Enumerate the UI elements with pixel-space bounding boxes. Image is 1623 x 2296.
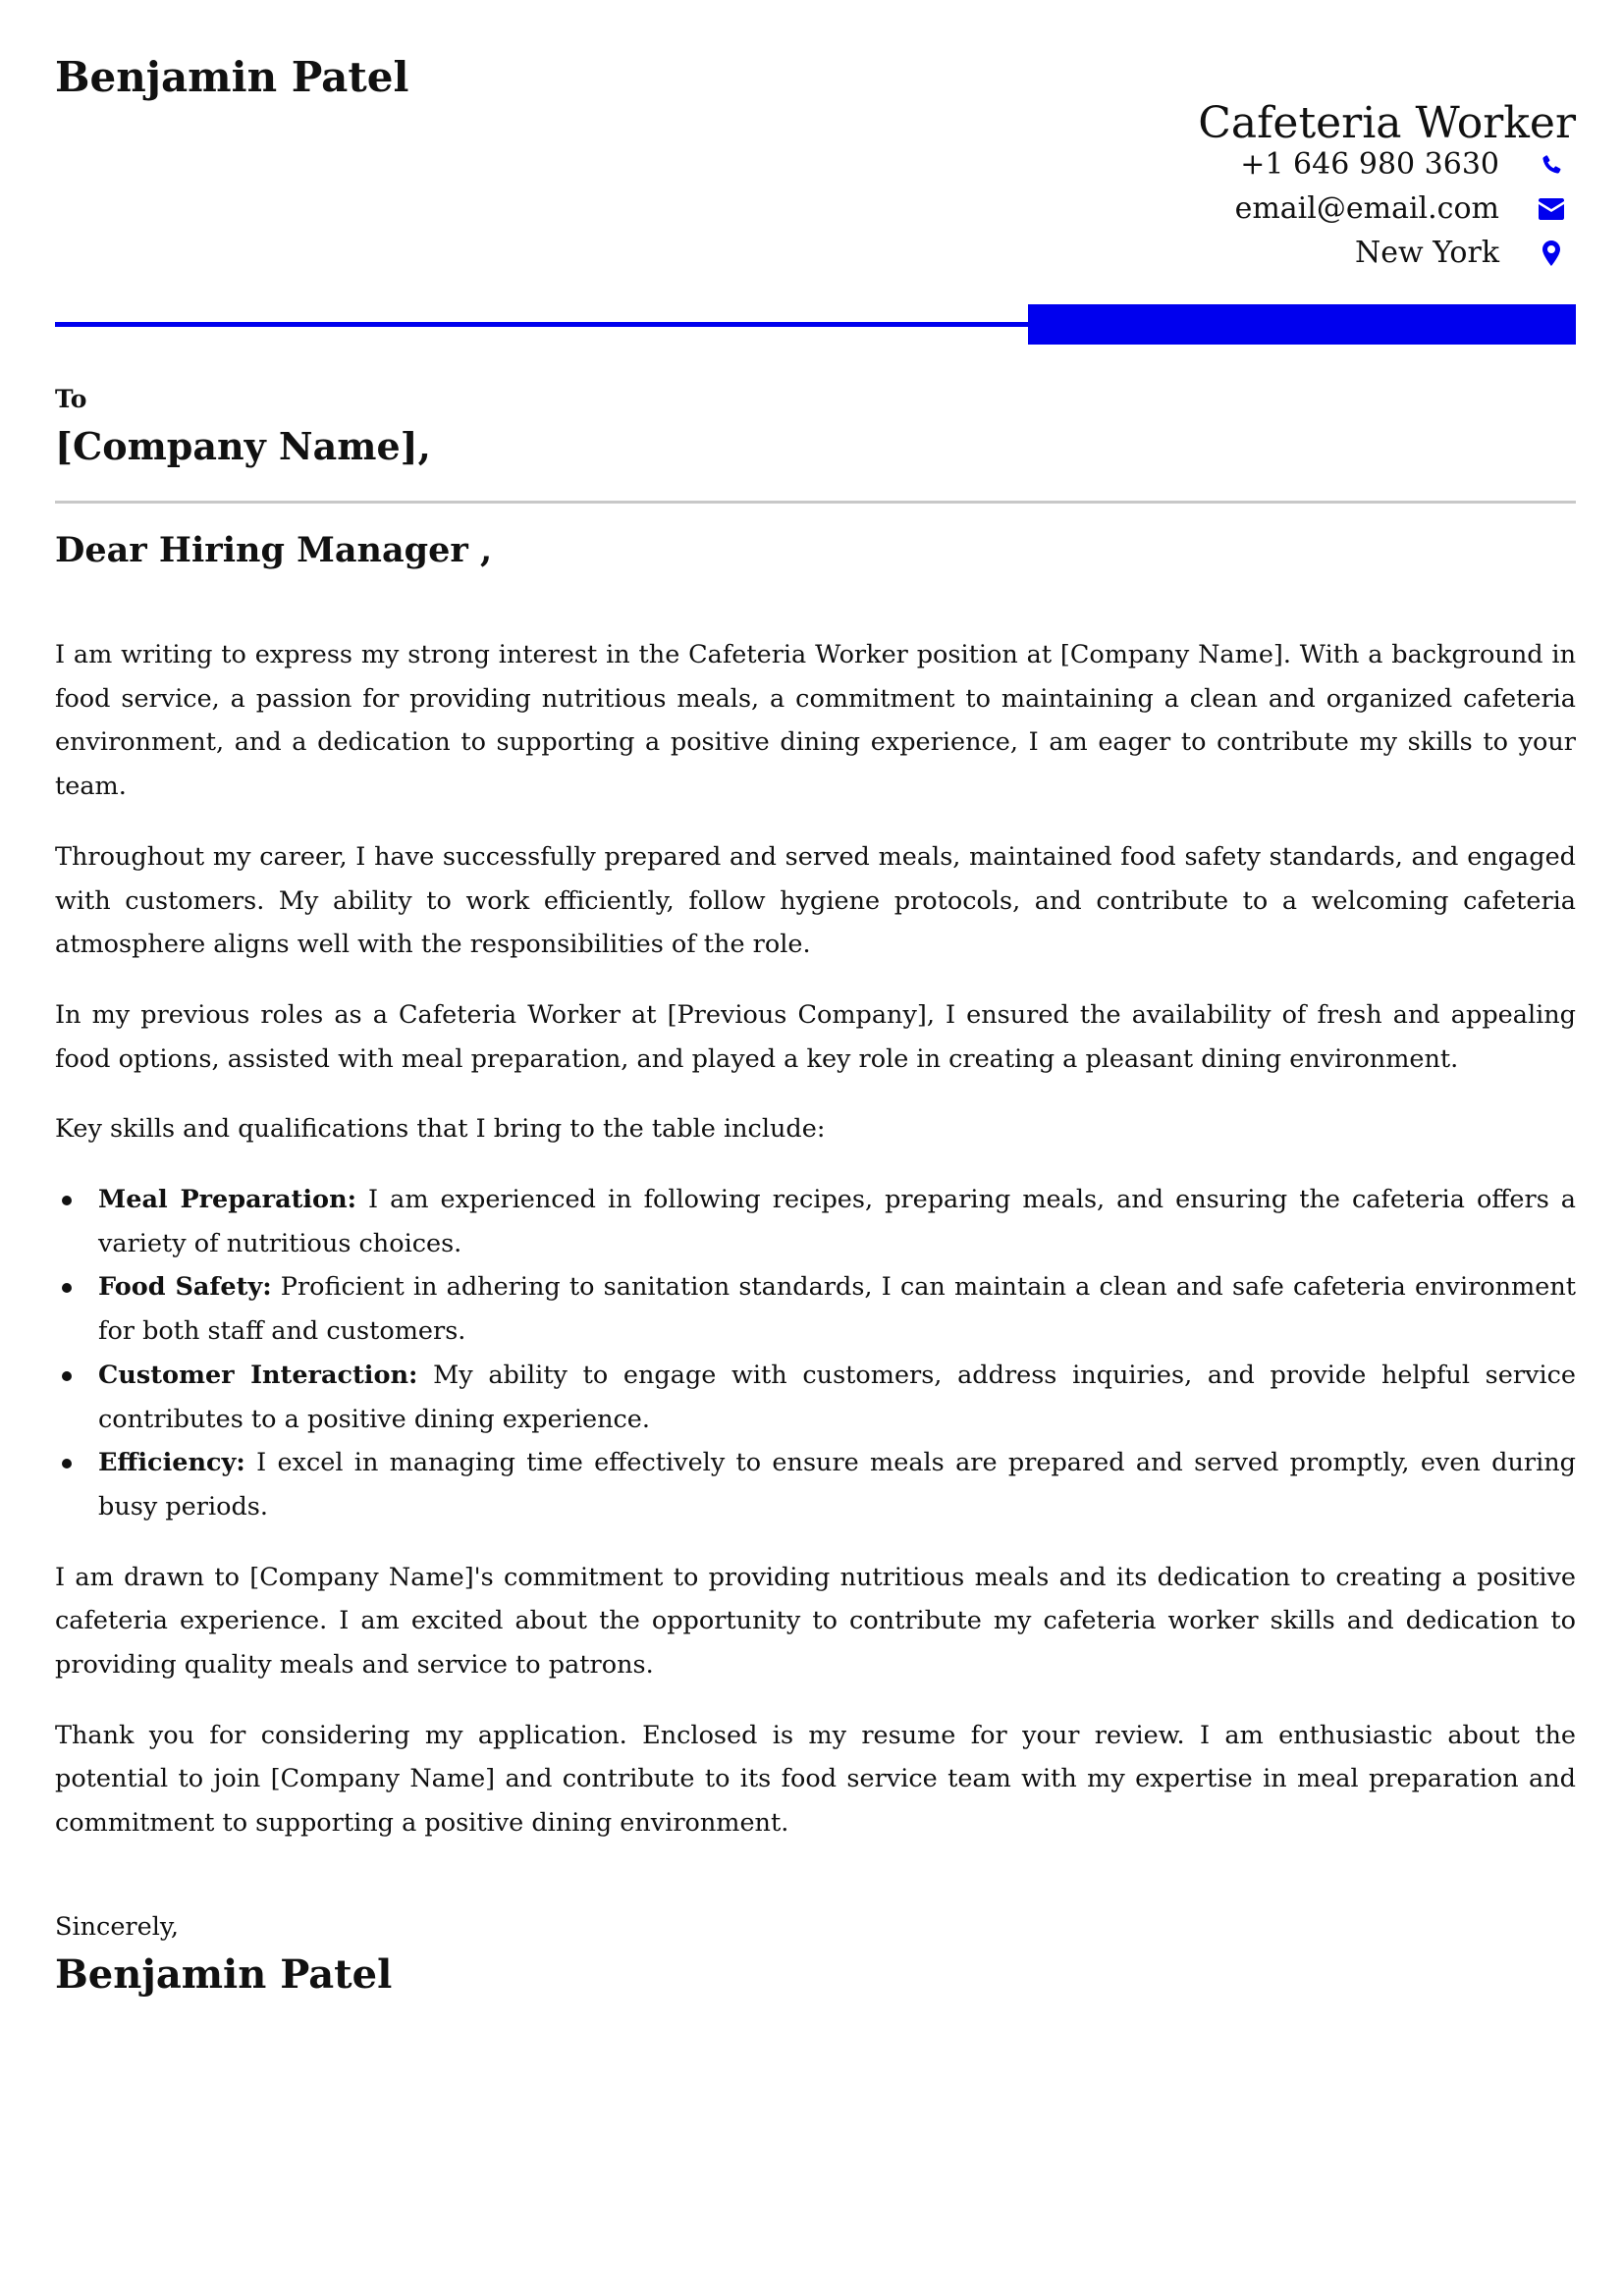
body-paragraph: In my previous roles as a Cafeteria Worker at [Previous Company], I ensured the availability of fresh and appealing food options, assisted with meal preparation, and played a key role in creating a pleasant dining environment. <box>55 999 1576 1074</box>
map-marker-icon <box>1537 239 1566 268</box>
body-paragraph: Thank you for considering my application. Enclosed is my resume for your review. I am enthusiastic about the potential to join [Company Name] and contribute to its food service team with my expertise in meal preparation and commitment to supporting a positive dining environment. <box>55 1720 1576 1839</box>
to-label: To <box>55 385 87 413</box>
phone-icon <box>1537 150 1566 180</box>
phone-text: +1 646 980 3630 <box>1240 147 1499 182</box>
skill-item <box>98 1441 1576 1528</box>
letter-body <box>55 633 1576 1872</box>
job-title: Cafeteria Worker <box>1198 98 1576 148</box>
skill-item <box>98 1265 1576 1353</box>
skill-item <box>98 1178 1576 1265</box>
skill-text: Proficient in adhering to sanitation standards, I can maintain a clean and safe cafeteria environment for both staff and customers. <box>98 1272 1576 1347</box>
skill-title: Meal Preparation: <box>98 1185 357 1215</box>
header-divider-line <box>55 322 1029 327</box>
recipient-company: [Company Name], <box>55 424 431 468</box>
applicant-name: Benjamin Patel <box>55 53 409 101</box>
skills-list <box>55 1178 1576 1529</box>
body-paragraph: Throughout my career, I have successfully prepared and served meals, maintained food safety standards, and engaged with customers. My ability to work efficiently, follow hygiene protocols, and contribute to a welcoming cafeteria atmosphere aligns well with the responsibilities of the role. <box>55 841 1576 960</box>
body-paragraph: Key skills and qualifications that I bring to the table include: <box>55 1114 826 1145</box>
skill-title: Food Safety: <box>98 1272 272 1303</box>
header-accent-bar <box>1028 304 1576 345</box>
skill-item <box>98 1354 1576 1441</box>
contact-location <box>1355 236 1576 270</box>
location-text: New York <box>1355 236 1499 270</box>
greeting: Dear Hiring Manager , <box>55 530 493 570</box>
signature-name: Benjamin Patel <box>55 1951 393 1998</box>
contact-email <box>1235 191 1576 226</box>
body-paragraph: I am writing to express my strong interest in the Cafeteria Worker position at [Company Name]. With a background in food service, a passion for providing nutritious meals, a commitment to maintaining a clean and organized cafeteria environment, and a dedication to supporting a positive dining experience, I am eager to contribute my skills to your team. <box>55 640 1576 802</box>
skill-text: I am experienced in following recipes, preparing meals, and ensuring the cafeteria offers a variety of nutritious choices. <box>98 1185 1577 1258</box>
email-text: email@email.com <box>1234 191 1499 226</box>
skill-title: Efficiency: <box>98 1448 245 1478</box>
closing-salutation: Sincerely, <box>55 1912 179 1942</box>
skill-text: My ability to engage with customers, address inquiries, and provide helpful service contributes to a positive dining experience. <box>98 1360 1576 1434</box>
skill-text: I excel in managing time effectively to ensure meals are prepared and served promptly, even during busy periods. <box>98 1448 1576 1522</box>
contact-phone <box>1240 147 1576 182</box>
body-paragraph: I am drawn to [Company Name]'s commitment to providing nutritious meals and its dedication to creating a positive cafeteria experience. I am excited about the opportunity to contribute my cafeteria worker skills and dedication to providing quality meals and service to patrons. <box>55 1562 1576 1681</box>
envelope-icon <box>1537 194 1566 224</box>
section-divider <box>55 501 1576 504</box>
skill-title: Customer Interaction: <box>98 1360 418 1390</box>
